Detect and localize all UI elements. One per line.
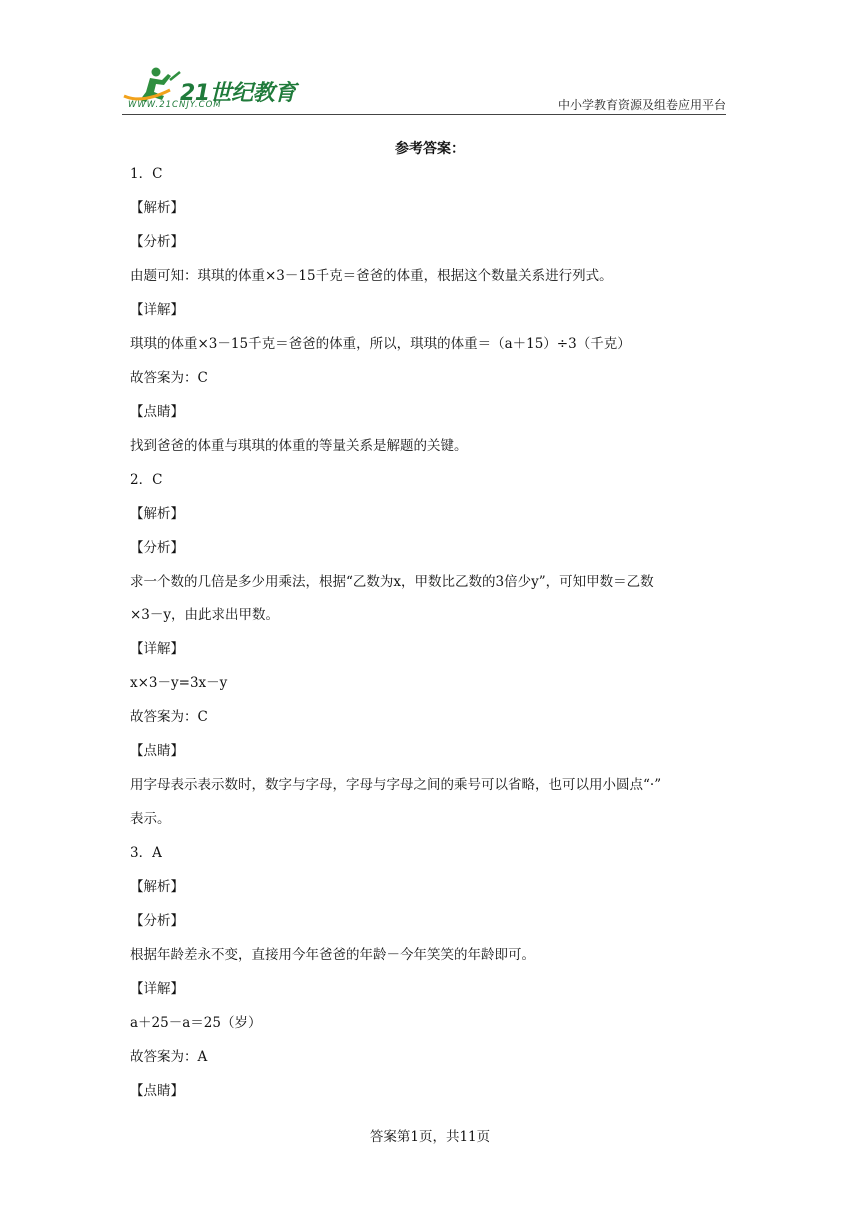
- page-title: 参考答案：: [395, 141, 465, 157]
- logo-text: 21世纪教育: [180, 81, 296, 106]
- section-label: 【分析】: [130, 540, 184, 556]
- section-label: 【详解】: [130, 981, 184, 997]
- text-line: 根据年龄差永不变，直接用今年爸爸的年龄－今年笑笑的年龄即可。: [130, 947, 535, 963]
- text-line: 由题可知：琪琪的体重×3－15千克＝爸爸的体重，根据这个数量关系进行列式。: [130, 268, 613, 284]
- section-label: 【解析】: [130, 879, 184, 895]
- page-header: [122, 62, 726, 118]
- text-line: 故答案为：A: [130, 1049, 208, 1065]
- text-line: 用字母表示表示数时，数字与字母，字母与字母之间的乘号可以省略，也可以用小圆点“·”: [130, 777, 662, 793]
- section-label: 【详解】: [130, 641, 184, 657]
- answer-number: 3．A: [130, 845, 162, 861]
- section-label: 【解析】: [130, 200, 184, 216]
- text-line: ×3－y，由此求出甲数。: [130, 607, 280, 623]
- section-label: 【点睛】: [130, 743, 184, 759]
- section-label: 【点睛】: [130, 404, 184, 420]
- section-label: 【分析】: [130, 234, 184, 250]
- logo-url: WWW.21CNJY.COM: [128, 100, 222, 110]
- text-line: 表示。: [130, 811, 171, 827]
- section-label: 【详解】: [130, 302, 184, 318]
- formula-line: x×3－y=3x－y: [130, 675, 228, 691]
- logo: [122, 62, 322, 114]
- header-divider: [122, 114, 726, 115]
- text-line: 琪琪的体重×3－15千克＝爸爸的体重，所以，琪琪的体重＝（a＋15）÷3（千克）: [130, 336, 631, 352]
- formula-line: a＋25－a＝25（岁）: [130, 1015, 262, 1031]
- answer-number: 1．C: [130, 166, 163, 182]
- text-line: 故答案为：C: [130, 370, 208, 386]
- platform-name: 中小学教育资源及组卷应用平台: [557, 98, 726, 112]
- text-line: 故答案为：C: [130, 709, 208, 725]
- section-label: 【点睛】: [130, 1083, 184, 1099]
- page-footer: 答案第1页，共11页: [369, 1129, 491, 1145]
- section-label: 【解析】: [130, 506, 184, 522]
- text-line: 求一个数的几倍是多少用乘法，根据“乙数为x，甲数比乙数的3倍少y”，可知甲数＝乙数: [130, 574, 654, 590]
- text-line: 找到爸爸的体重与琪琪的体重的等量关系是解题的关键。: [130, 438, 468, 454]
- section-label: 【分析】: [130, 913, 184, 929]
- answer-number: 2．C: [130, 472, 163, 488]
